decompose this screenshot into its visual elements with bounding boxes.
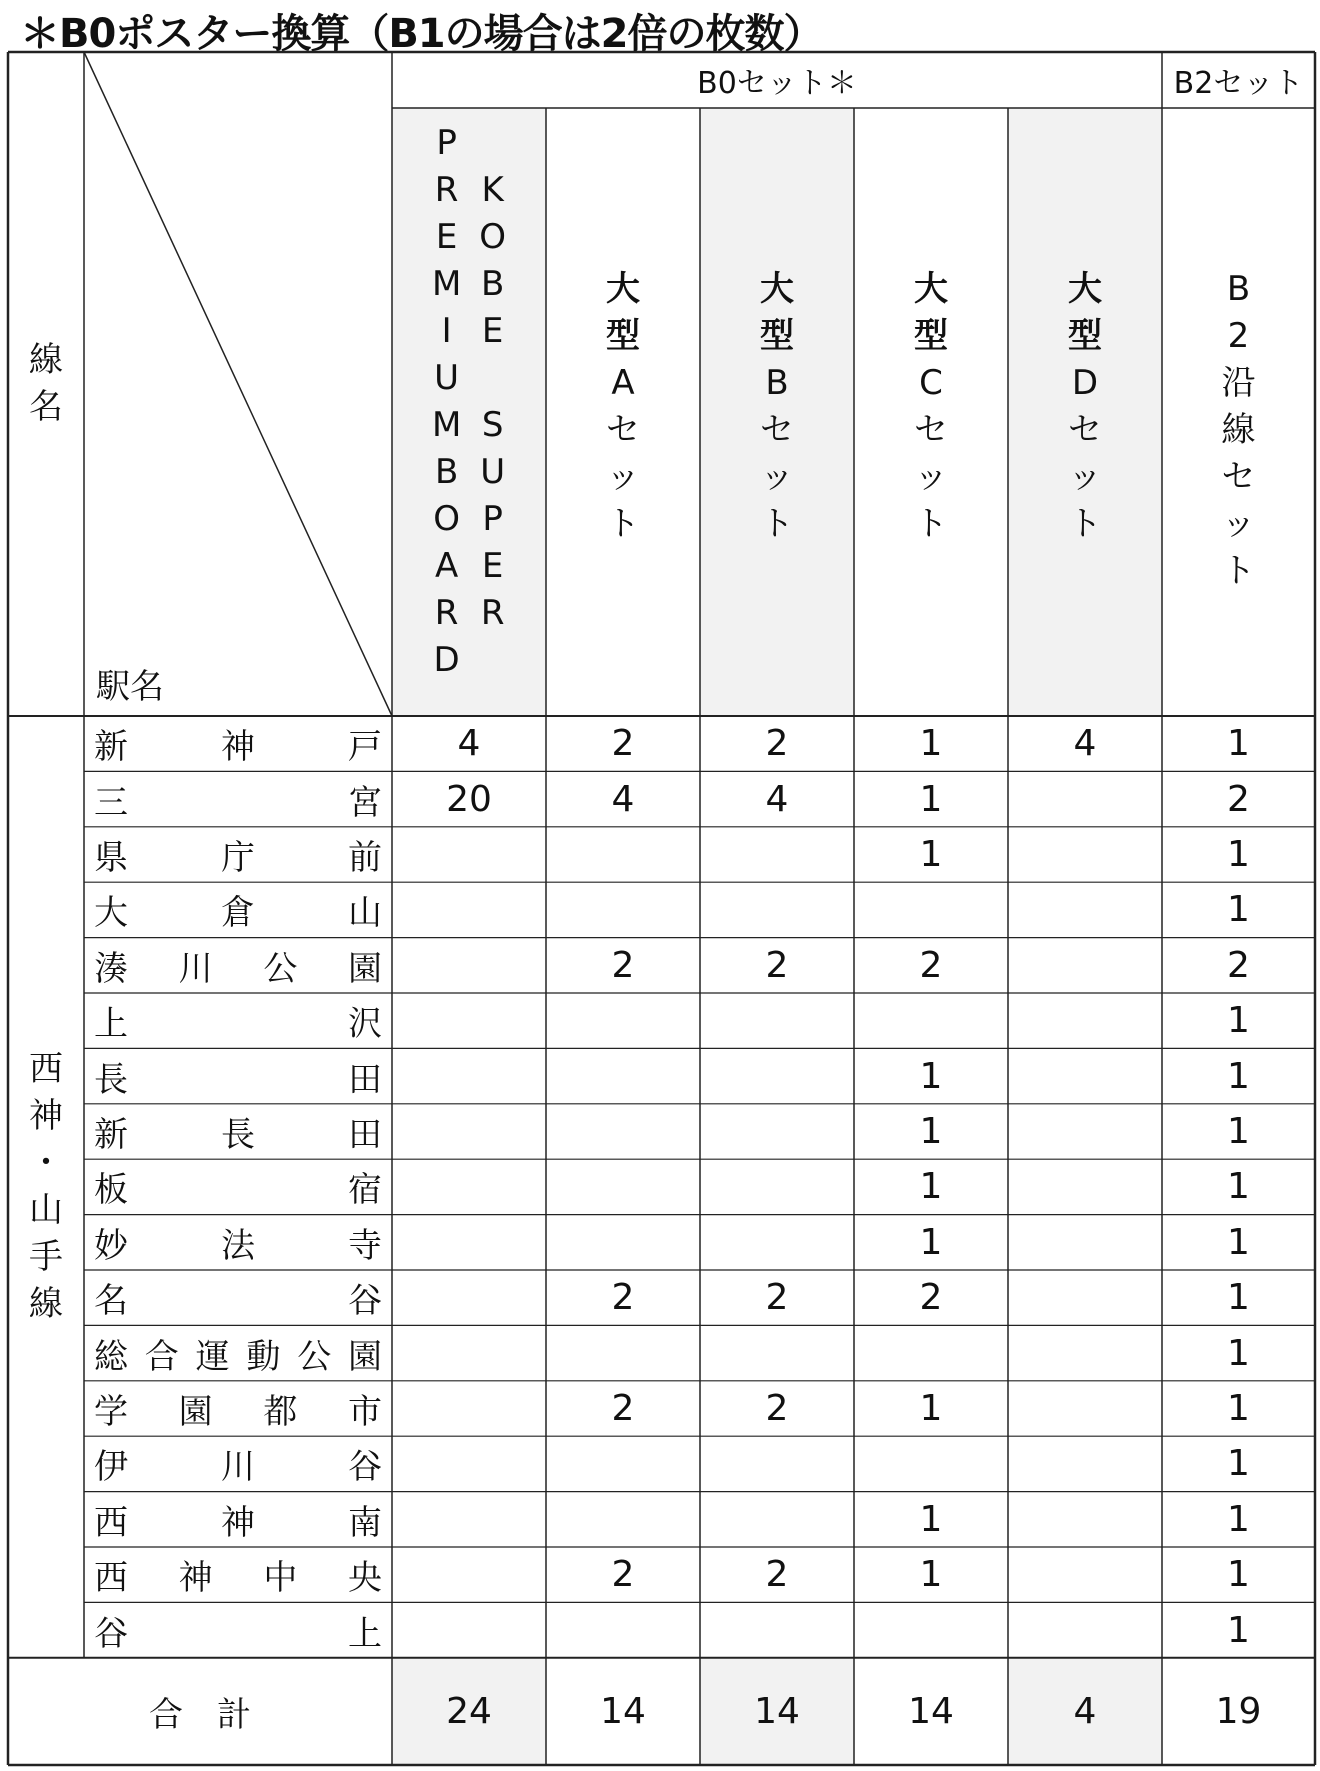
station-char: 倉 xyxy=(221,893,255,934)
value-cell: 2 xyxy=(919,1277,943,1319)
line-name-header-text xyxy=(29,337,63,431)
value-cell xyxy=(392,1492,546,1547)
vertical-char: ッ xyxy=(760,457,794,497)
value-cell: 2 xyxy=(765,1554,789,1596)
station-char: 庁 xyxy=(221,837,255,878)
station-char: 谷 xyxy=(348,1281,382,1322)
value-cell xyxy=(1008,1215,1162,1270)
column-header-text-a xyxy=(606,266,640,548)
total-value-cell: 19 xyxy=(1215,1690,1262,1732)
value-cell: 2 xyxy=(765,1387,789,1429)
column-header-text-b2 xyxy=(1222,266,1256,595)
value-cell: 1 xyxy=(1227,1000,1250,1042)
header-diagonal xyxy=(84,52,392,716)
group-header-b2: B2セット xyxy=(1173,66,1304,101)
total-value-cell: 24 xyxy=(446,1690,492,1732)
value-cell xyxy=(700,1492,854,1547)
station-char: 田 xyxy=(348,1059,382,1100)
vertical-char: 西 xyxy=(29,1048,63,1089)
station-name xyxy=(94,1381,382,1436)
station-char: 公 xyxy=(297,1336,332,1377)
value-cell xyxy=(700,1602,854,1657)
station-char: 南 xyxy=(348,1502,382,1543)
value-cell: 4 xyxy=(611,778,635,820)
value-cell xyxy=(546,882,700,937)
value-cell xyxy=(1008,1547,1162,1602)
station-char: 学 xyxy=(94,1391,128,1432)
total-value-cell: 14 xyxy=(754,1690,800,1732)
vertical-char: 型 xyxy=(760,316,794,356)
value-cell xyxy=(1008,882,1162,937)
column-header-text-d xyxy=(1068,266,1102,548)
station-char: 湊 xyxy=(94,948,128,989)
vertical-char: R xyxy=(480,593,505,633)
page-title: ＊B0ポスター換算（B1の場合は2倍の枚数） xyxy=(20,11,823,57)
group-header-b0: B0セット＊ xyxy=(697,66,857,101)
value-cell: 1 xyxy=(1227,1221,1250,1263)
station-char: 妙 xyxy=(94,1225,128,1266)
station-char: 川 xyxy=(178,948,213,989)
value-cell: 1 xyxy=(919,1554,943,1596)
line-name-text xyxy=(29,1046,63,1328)
station-char: 総 xyxy=(94,1336,128,1377)
column-header-text-c xyxy=(914,266,948,548)
vertical-char: ッ xyxy=(1068,457,1102,497)
station-char: 戸 xyxy=(348,727,382,768)
column-header-d xyxy=(1008,108,1162,716)
station-char: 前 xyxy=(348,837,382,878)
value-cell xyxy=(854,882,1008,937)
value-cell xyxy=(854,1325,1008,1380)
station-char: 県 xyxy=(94,837,128,878)
station-char: 長 xyxy=(94,1059,128,1100)
station-char: 山 xyxy=(348,893,382,934)
value-cell xyxy=(700,1159,854,1214)
value-cell xyxy=(546,993,700,1048)
station-char: 上 xyxy=(348,1613,382,1654)
station-char: 宮 xyxy=(348,782,382,823)
vertical-char: M xyxy=(431,405,462,445)
vertical-char: 2 xyxy=(1227,316,1250,356)
vertical-char: E xyxy=(481,546,504,586)
station-char: 寺 xyxy=(348,1225,382,1266)
value-cell: 2 xyxy=(1227,778,1250,820)
value-cell xyxy=(854,1602,1008,1657)
value-cell xyxy=(546,1159,700,1214)
value-cell xyxy=(1008,1436,1162,1491)
value-cell xyxy=(392,938,546,993)
station-char: 谷 xyxy=(94,1613,128,1654)
value-cell: 1 xyxy=(1227,1443,1250,1485)
value-cell: 1 xyxy=(1227,723,1250,765)
value-cell xyxy=(854,1436,1008,1491)
value-cell xyxy=(854,993,1008,1048)
column-header-b2 xyxy=(1162,108,1315,716)
station-name xyxy=(94,1492,382,1547)
value-cell: 2 xyxy=(611,1554,635,1596)
station-name xyxy=(94,771,382,826)
column-header-b xyxy=(700,108,854,716)
vertical-char: B xyxy=(765,363,789,403)
value-cell xyxy=(1008,1381,1162,1436)
station-char: 大 xyxy=(94,893,128,934)
value-cell: 1 xyxy=(919,1387,943,1429)
vertical-char: 線 xyxy=(29,1283,63,1324)
vertical-char: E xyxy=(481,311,504,351)
value-cell: 1 xyxy=(919,723,943,765)
station-char: 長 xyxy=(221,1114,255,1155)
vertical-char: D xyxy=(1071,363,1099,403)
value-cell xyxy=(546,1492,700,1547)
value-cell xyxy=(1008,1104,1162,1159)
station-char: 田 xyxy=(348,1114,382,1155)
vertical-char: 山 xyxy=(29,1189,63,1230)
vertical-char: U xyxy=(434,358,460,398)
vertical-char: セ xyxy=(760,410,794,450)
station-char: 新 xyxy=(94,1114,128,1155)
value-cell: 2 xyxy=(611,944,635,986)
value-cell xyxy=(546,1215,700,1270)
value-cell: 1 xyxy=(919,778,943,820)
value-cell xyxy=(392,1104,546,1159)
value-cell xyxy=(546,827,700,882)
station-char: 沢 xyxy=(348,1004,382,1045)
vertical-char: K xyxy=(481,170,504,210)
value-cell: 4 xyxy=(1073,723,1097,765)
value-cell: 1 xyxy=(919,1221,943,1263)
vertical-char: 大 xyxy=(914,269,948,309)
line-name-cell xyxy=(8,716,84,1658)
vertical-char: 大 xyxy=(606,269,640,309)
value-cell xyxy=(1008,827,1162,882)
station-name xyxy=(94,1602,382,1657)
value-cell: 1 xyxy=(1227,1166,1250,1208)
value-cell xyxy=(700,993,854,1048)
vertical-char: M xyxy=(431,264,462,304)
premium-board-label xyxy=(432,120,461,684)
vertical-char: 沿 xyxy=(1221,363,1256,403)
vertical-char: O xyxy=(433,499,460,539)
vertical-char: 線 xyxy=(1221,410,1256,450)
value-cell xyxy=(700,1325,854,1380)
station-char: 西 xyxy=(94,1502,128,1543)
station-char: 動 xyxy=(246,1336,281,1377)
station-char: 谷 xyxy=(348,1447,382,1488)
station-char: 中 xyxy=(263,1558,298,1599)
value-cell: 1 xyxy=(919,1110,943,1152)
value-cell xyxy=(700,1436,854,1491)
value-cell: 4 xyxy=(457,723,481,765)
value-cell: 2 xyxy=(765,944,789,986)
station-char: 板 xyxy=(94,1170,128,1211)
vertical-char: ト xyxy=(606,504,640,544)
vertical-char: セ xyxy=(1068,410,1102,450)
value-cell: 1 xyxy=(1227,1498,1250,1540)
value-cell xyxy=(392,1436,546,1491)
station-char: 公 xyxy=(263,948,298,989)
vertical-char: I xyxy=(441,311,452,351)
vertical-char: B xyxy=(481,264,505,304)
value-cell xyxy=(1008,1492,1162,1547)
value-cell xyxy=(700,1215,854,1270)
station-name xyxy=(94,1270,382,1325)
value-cell xyxy=(700,827,854,882)
vertical-char: セ xyxy=(1221,457,1256,497)
station-name xyxy=(94,1436,382,1491)
vertical-char: ト xyxy=(1068,504,1102,544)
value-cell: 2 xyxy=(765,1277,789,1319)
vertical-char: 名 xyxy=(29,387,63,427)
value-cell xyxy=(1008,1602,1162,1657)
vertical-char: ッ xyxy=(606,457,640,497)
value-cell xyxy=(546,1436,700,1491)
vertical-char: 神 xyxy=(29,1095,63,1136)
station-char: 新 xyxy=(94,727,128,768)
station-char: 園 xyxy=(347,1336,382,1377)
value-cell: 4 xyxy=(765,778,789,820)
vertical-char: 大 xyxy=(1068,269,1102,309)
vertical-char: 型 xyxy=(606,316,640,356)
vertical-char: R xyxy=(434,170,459,210)
station-name xyxy=(94,1159,382,1214)
vertical-char: 手 xyxy=(29,1236,63,1277)
vertical-char: E xyxy=(435,217,458,257)
station-char: 運 xyxy=(195,1336,230,1377)
total-value-cell: 14 xyxy=(908,1690,954,1732)
value-cell xyxy=(546,1602,700,1657)
station-char: 都 xyxy=(263,1391,298,1432)
value-cell xyxy=(392,1270,546,1325)
value-cell xyxy=(1008,938,1162,993)
value-cell xyxy=(1008,1325,1162,1380)
station-name xyxy=(94,1215,382,1270)
column-header-a xyxy=(546,108,700,716)
kobe-super-label xyxy=(479,167,506,637)
station-name xyxy=(94,882,382,937)
line-name-header xyxy=(8,52,84,716)
station-char: 神 xyxy=(221,727,255,768)
column-header-premium xyxy=(392,108,546,716)
value-cell: 1 xyxy=(919,1498,943,1540)
vertical-char: ト xyxy=(1221,551,1256,591)
station-name xyxy=(94,1104,382,1159)
vertical-char: B xyxy=(434,452,459,492)
vertical-char: ッ xyxy=(914,457,948,497)
vertical-char: 大 xyxy=(760,269,794,309)
vertical-char: S xyxy=(481,405,504,445)
vertical-char: 線 xyxy=(29,340,63,380)
value-cell: 2 xyxy=(765,723,789,765)
value-cell: 2 xyxy=(611,723,635,765)
vertical-char: O xyxy=(479,217,507,257)
value-cell: 2 xyxy=(611,1387,635,1429)
value-cell xyxy=(700,882,854,937)
station-char: 名 xyxy=(94,1281,128,1322)
value-cell: 1 xyxy=(1227,1332,1250,1374)
station-char: 神 xyxy=(178,1558,213,1599)
value-cell xyxy=(392,1159,546,1214)
value-cell xyxy=(700,1048,854,1103)
value-cell xyxy=(392,827,546,882)
value-cell: 1 xyxy=(919,1166,943,1208)
value-cell: 1 xyxy=(1227,1609,1250,1651)
station-name xyxy=(94,827,382,882)
station-char: 西 xyxy=(94,1558,128,1599)
vertical-char: A xyxy=(611,363,635,403)
value-cell: 1 xyxy=(1227,1110,1250,1152)
station-name xyxy=(94,1048,382,1103)
value-cell xyxy=(392,1381,546,1436)
vertical-char xyxy=(487,355,498,402)
total-value-cell: 14 xyxy=(600,1690,646,1732)
value-cell xyxy=(1008,993,1162,1048)
value-cell: 1 xyxy=(1227,1277,1250,1319)
value-cell xyxy=(700,1104,854,1159)
column-header-text-b xyxy=(760,266,794,548)
value-cell xyxy=(392,1602,546,1657)
station-char: 神 xyxy=(221,1502,255,1543)
value-cell xyxy=(392,882,546,937)
value-cell xyxy=(546,1104,700,1159)
value-cell xyxy=(392,1048,546,1103)
value-cell xyxy=(1008,1270,1162,1325)
vertical-char: C xyxy=(919,363,943,403)
value-cell: 1 xyxy=(919,833,943,875)
vertical-char: ト xyxy=(914,504,948,544)
station-char: 川 xyxy=(221,1447,255,1488)
vertical-char: 型 xyxy=(914,316,948,356)
value-cell xyxy=(546,1048,700,1103)
vertical-char: セ xyxy=(914,410,948,450)
value-cell xyxy=(1008,1159,1162,1214)
station-name xyxy=(94,716,382,771)
vertical-char: B xyxy=(1226,269,1251,309)
value-cell: 1 xyxy=(1227,889,1250,931)
station-char: 宿 xyxy=(348,1170,382,1211)
vertical-char: D xyxy=(433,640,460,680)
station-char: 法 xyxy=(221,1225,255,1266)
station-char: 三 xyxy=(94,782,128,823)
station-name xyxy=(94,1547,382,1602)
station-char: 園 xyxy=(347,948,382,989)
value-cell xyxy=(1008,771,1162,826)
value-cell: 20 xyxy=(446,778,492,820)
vertical-char: P xyxy=(436,123,457,163)
vertical-char: A xyxy=(434,546,459,586)
value-cell: 2 xyxy=(1227,944,1250,986)
total-value-cell: 4 xyxy=(1073,1690,1097,1732)
station-char: 上 xyxy=(94,1004,128,1045)
station-name-header: 駅名 xyxy=(96,667,164,707)
value-cell: 1 xyxy=(1227,1055,1250,1097)
vertical-char: セ xyxy=(606,410,640,450)
station-char: 伊 xyxy=(94,1447,128,1488)
vertical-char: U xyxy=(480,452,506,492)
value-cell: 1 xyxy=(1227,1387,1250,1429)
station-name xyxy=(94,938,382,993)
total-label: 合 計 xyxy=(149,1694,251,1735)
station-name xyxy=(94,1325,382,1380)
value-cell: 2 xyxy=(919,944,943,986)
vertical-char: ト xyxy=(760,504,794,544)
value-cell xyxy=(1008,1048,1162,1103)
station-char: 合 xyxy=(144,1336,179,1377)
station-char: 市 xyxy=(347,1391,382,1432)
value-cell xyxy=(392,993,546,1048)
value-cell xyxy=(546,1325,700,1380)
vertical-char: ッ xyxy=(1221,504,1256,544)
station-name xyxy=(94,993,382,1048)
station-char: 央 xyxy=(347,1558,382,1599)
value-cell: 1 xyxy=(1227,833,1250,875)
value-cell: 1 xyxy=(1227,1554,1250,1596)
column-header-c xyxy=(854,108,1008,716)
value-cell xyxy=(392,1325,546,1380)
value-cell xyxy=(392,1215,546,1270)
vertical-char: 型 xyxy=(1068,316,1102,356)
value-cell: 1 xyxy=(919,1055,943,1097)
value-cell: 2 xyxy=(611,1277,635,1319)
vertical-char: ・ xyxy=(29,1142,63,1183)
station-char: 園 xyxy=(178,1391,213,1432)
value-cell xyxy=(392,1547,546,1602)
vertical-char: P xyxy=(482,499,503,539)
vertical-char: R xyxy=(434,593,459,633)
